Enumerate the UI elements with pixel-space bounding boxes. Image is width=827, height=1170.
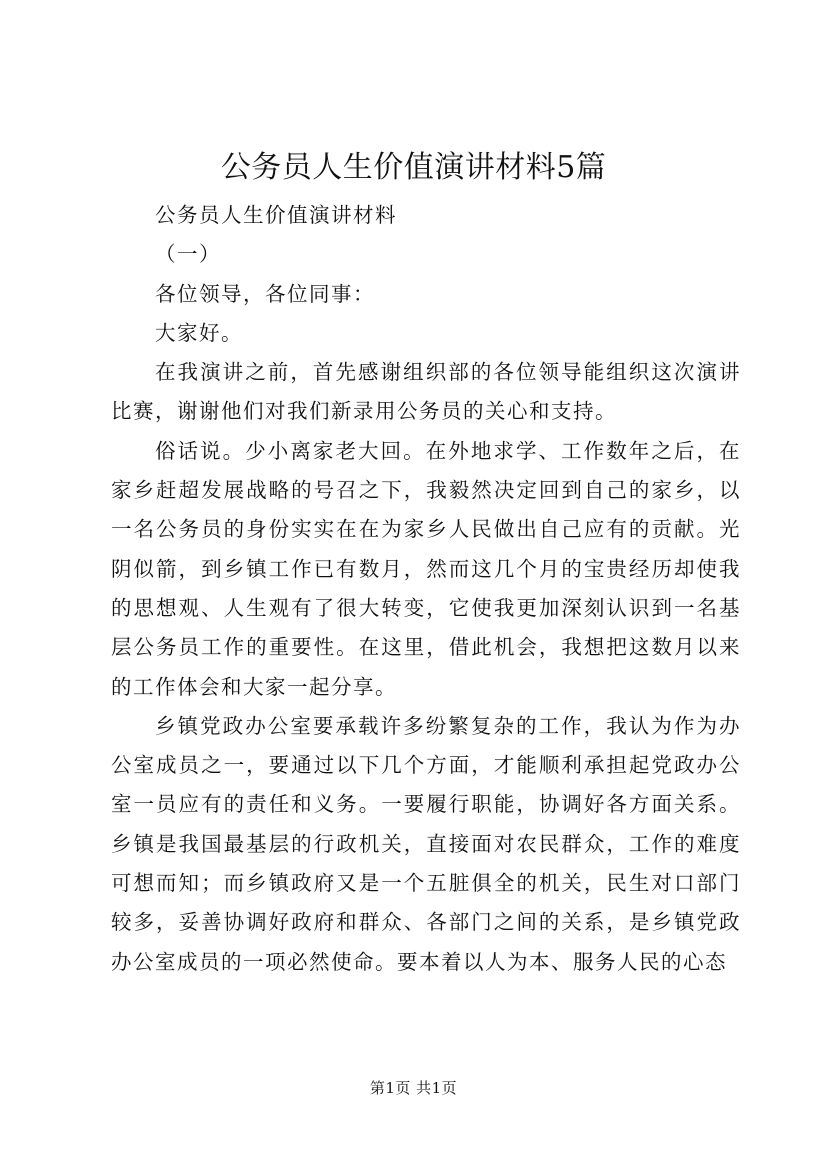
document-title: 公务员人生价值演讲材料5篇 [220,150,607,185]
paragraph-office-duties: 乡镇党政办公室要承载许多纷繁复杂的工作，我认为作为办公室成员之一，要通过以下几个方面，才能顺利承担起党政办公室一员应有的责任和义务。一要履行职能，协调好各方面关系。乡镇是我国最基层的行政机关，直接面对农民群众，工作的难度可想而知；而乡镇政府又是一个五脏俱全的机关，民生对口部门较多，妥善协调好政府和群众、各部门之间的关系，是乡镇党政办公室成员的一项必然使命。要本着以人为本、服务人民的心态 [111,713,741,974]
paragraph-greeting: 大家好。 [155,320,243,345]
paragraph-subtitle: 公务员人生价值演讲材料 [155,203,397,227]
page-footer: 第1页 共1页 [369,1079,458,1097]
document-body [111,196,741,982]
paragraph-thanks: 在我演讲之前，首先感谢组织部的各位领导能组织这次演讲比赛，谢谢他们对我们新录用公务员的关心和支持。 [111,360,741,424]
paragraph-section-number: （一） [155,242,221,267]
paragraph-hometown: 俗话说。少小离家老大回。在外地求学、工作数年之后，在家乡赶超发展战略的号召之下，我毅然决定回到自己的家乡，以一名公务员的身份实实在在为家乡人民做出自己应有的贡献。光阴似箭，到乡镇工作已有数月，然而这几个月的宝贵经历却使我的思想观、人生观有了很大转变，它使我更加深刻认识到一名基层公务员工作的重要性。在这里，借此机会，我想把这数月以来的工作体会和大家一起分享。 [111,438,741,699]
paragraph-salutation: 各位领导，各位同事： [155,281,375,306]
